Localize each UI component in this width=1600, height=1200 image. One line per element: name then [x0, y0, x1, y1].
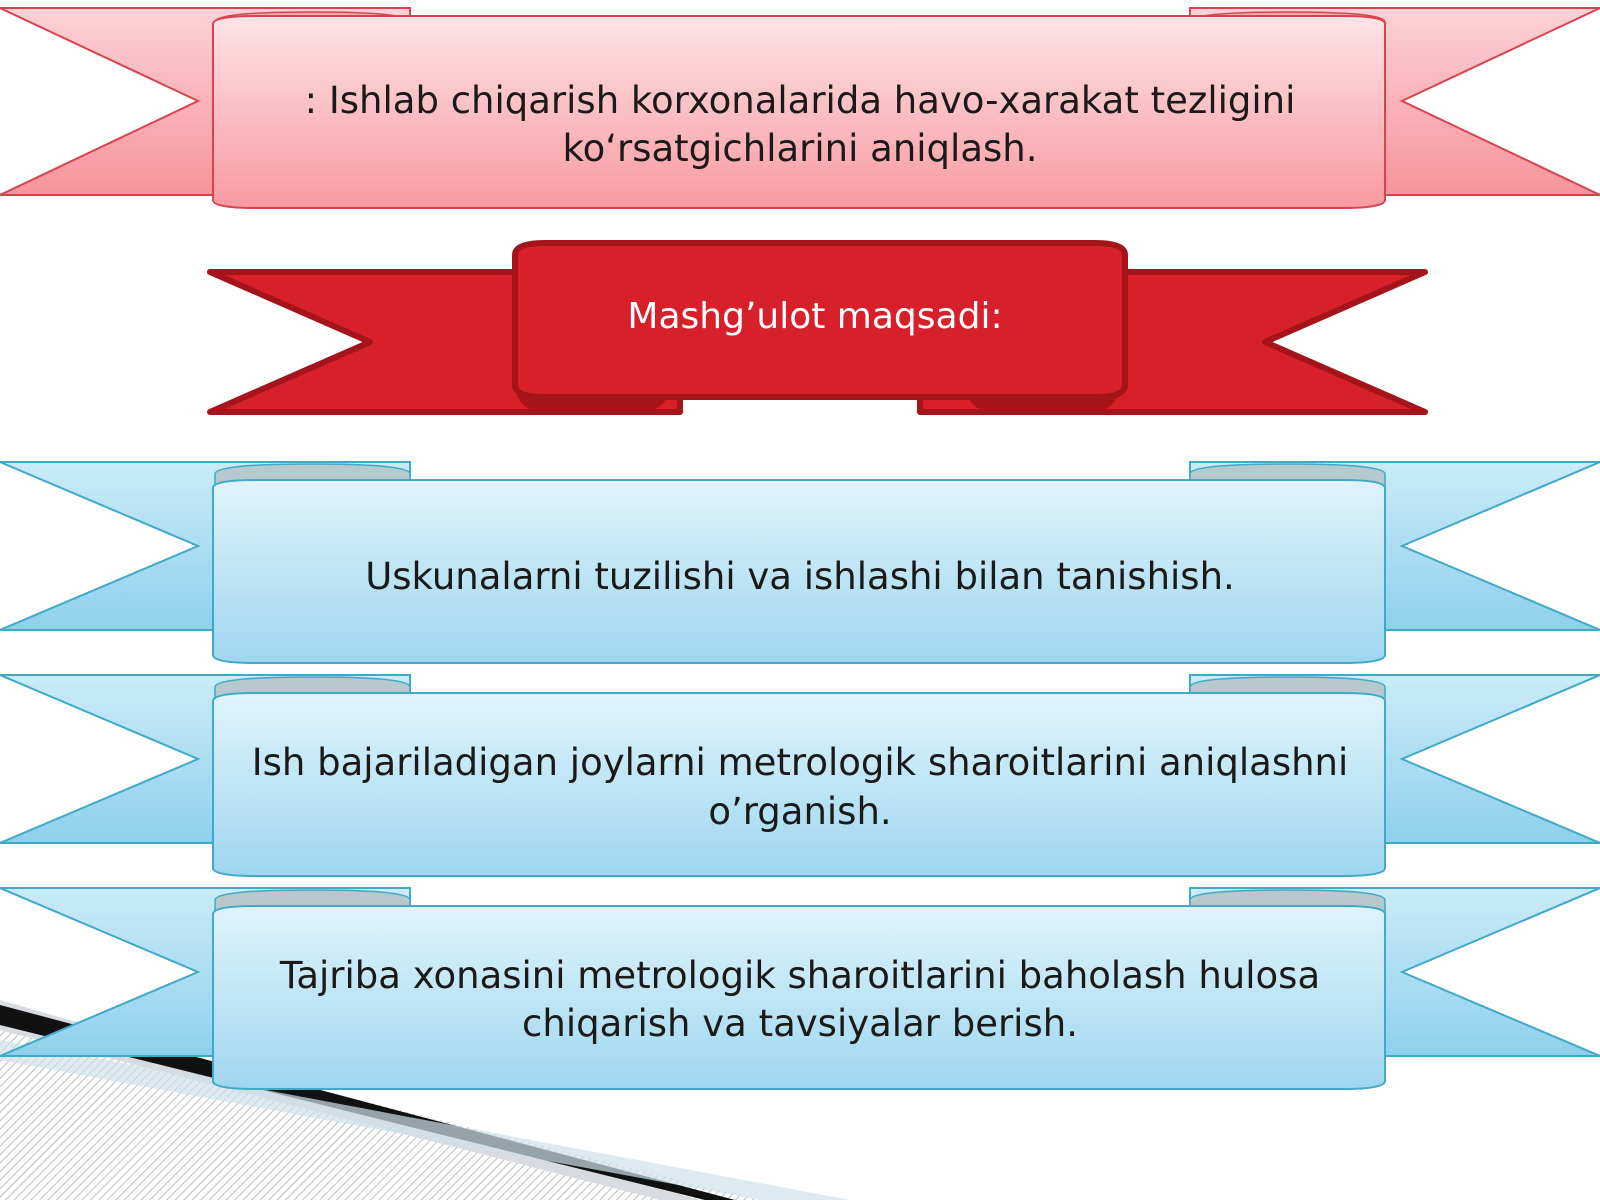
goal-heading — [515, 250, 1115, 385]
goal-heading-text: Mashg’ulot maqsadi: — [627, 296, 1003, 338]
slide-title — [215, 40, 1385, 210]
goal-item-text: Ish bajariladigan joylarni metrologik sharoitlarini aniqlashni o’rganish. — [251, 741, 1349, 833]
slide-title-text: : Ishlab chiqarish korxonalarida havo-xarakat tezligini ko‘rsatgichlarini aniqlash. — [304, 78, 1296, 170]
goal-item-3 — [215, 915, 1385, 1085]
goal-item-2 — [215, 705, 1385, 870]
goal-item-1 — [215, 495, 1385, 660]
goal-item-text: Uskunalarni tuzilishi va ishlashi bilan tanishish. — [365, 555, 1235, 599]
goal-item-text: Tajriba xonasini metrologik sharoitlarini baholash hulosa chiqarish va tavsiyalar berish. — [279, 953, 1321, 1045]
